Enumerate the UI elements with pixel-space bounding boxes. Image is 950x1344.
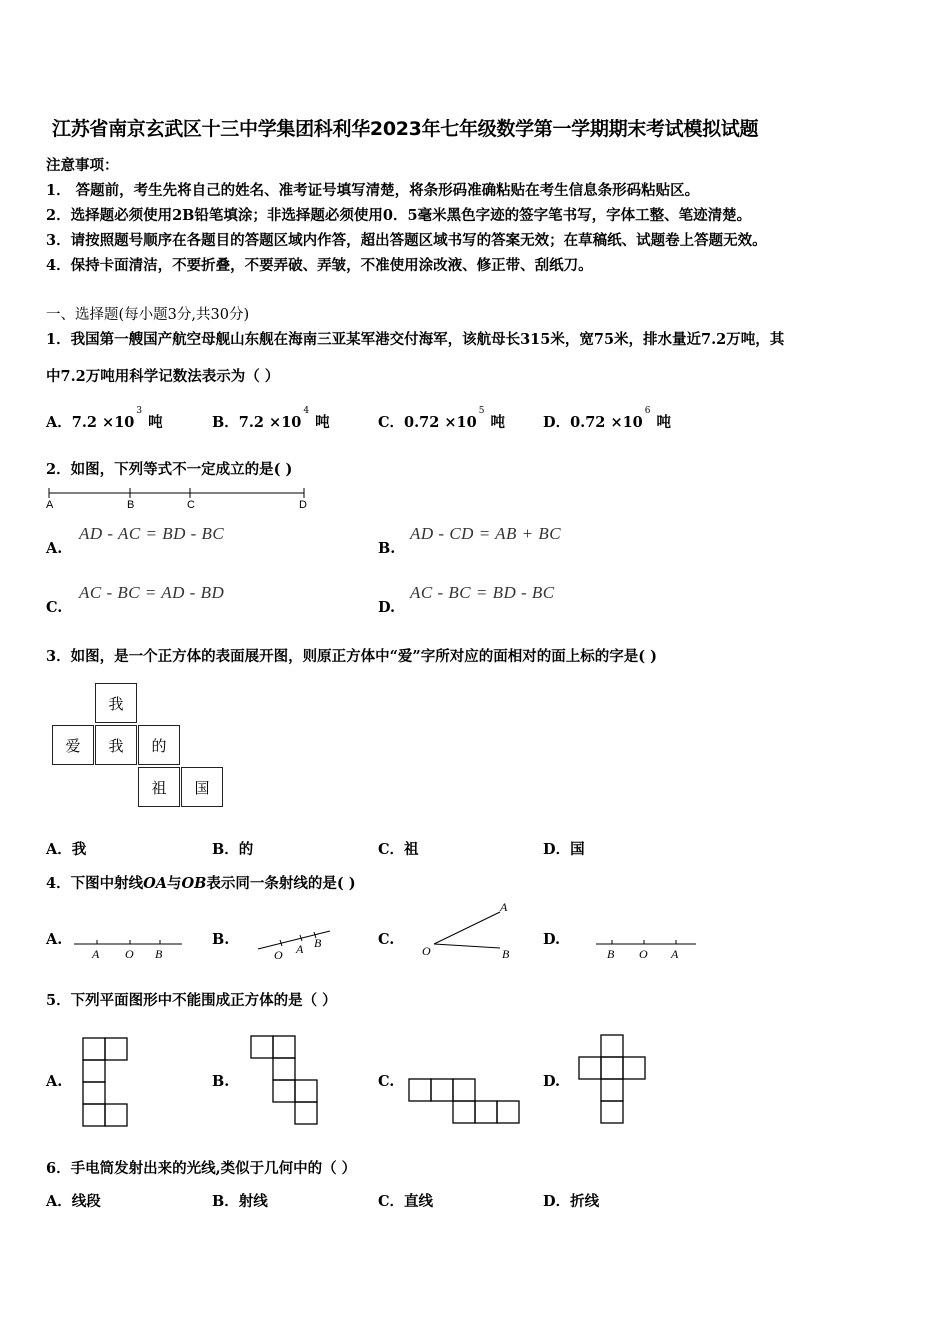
q1-option-d[interactable]: [543, 406, 672, 432]
option-label: B．: [212, 414, 239, 431]
q2-option-c-label[interactable]: C.: [46, 599, 63, 616]
option-text: 的: [238, 841, 254, 858]
q2-line-figure: [46, 486, 316, 516]
point-label: A: [671, 947, 679, 961]
q5-option-c-label[interactable]: C.: [378, 1073, 395, 1090]
option-unit: 吨: [490, 414, 505, 431]
q3-option-c[interactable]: [378, 838, 419, 859]
q5-figure-a: [82, 1037, 132, 1129]
q2-option-b-label[interactable]: B.: [378, 540, 396, 557]
page-title: 江苏省南京玄武区十三中学集团科利华2023年七年级数学第一学期期末考试模拟试题: [52, 118, 759, 140]
option-exponent: 6: [644, 406, 651, 417]
option-label: B．: [212, 1193, 239, 1210]
net-cell-de: 的: [138, 725, 180, 765]
q2-point-b: B: [127, 499, 135, 511]
q1-stem-line1: 1．我国第一艘国产航空母舰山东舰在海南三亚某军港交付海军，该航母长315米，宽75米，排水量近7.2万吨，其: [46, 331, 785, 348]
notice-item-2: 2．选择题必须使用2B铅笔填涂；非选择题必须使用0．5毫米黑色字迹的签字笔书写，字体工整、笔迹清楚。: [46, 207, 752, 224]
q6-option-c[interactable]: [378, 1190, 433, 1211]
q6-stem: 6．手电筒发射出来的光线,类似于几何中的（ ）: [46, 1160, 357, 1177]
q5-option-d-label[interactable]: D.: [543, 1073, 561, 1090]
q1-option-a[interactable]: [46, 406, 163, 432]
option-label: C．: [378, 841, 405, 858]
net-cell-guo: 国: [181, 767, 223, 807]
option-label: A．: [46, 1193, 72, 1210]
q4-stem-part: 4．下图中射线: [46, 875, 144, 892]
point-label: A: [500, 900, 508, 914]
q1-stem-line2: 中7.2万吨用科学记数法表示为（ ）: [46, 368, 280, 385]
notice-item-1: 1． 答题前，考生先将自己的姓名、准考证号填写清楚，将条形码准确粘贴在考生信息条形码粘贴区。: [46, 182, 700, 199]
q2-option-d-label[interactable]: D.: [378, 599, 396, 616]
point-label: O: [422, 944, 431, 958]
q5-option-a-label[interactable]: A.: [46, 1073, 63, 1090]
option-exponent: 5: [478, 406, 485, 417]
option-text: 祖: [404, 841, 419, 858]
q2-option-a-label[interactable]: A.: [46, 540, 63, 557]
notice-heading: 注意事项：: [46, 157, 119, 174]
option-label: C．: [378, 414, 405, 431]
q5-figure-b: [250, 1035, 322, 1127]
q2-point-d: D: [299, 499, 307, 511]
point-label: O: [274, 948, 283, 962]
q4-figure-b: [256, 925, 336, 961]
q4-stem-part: 表示同一条射线的是( ): [206, 875, 356, 892]
net-cell-top: 我: [95, 683, 137, 723]
point-label: B: [502, 947, 510, 961]
option-exponent: 3: [136, 406, 143, 417]
q3-option-d[interactable]: [543, 838, 585, 859]
option-unit: 吨: [315, 414, 330, 431]
q5-option-b-label[interactable]: B.: [212, 1073, 230, 1090]
option-exponent: 4: [303, 406, 310, 417]
q4-option-a-label[interactable]: A.: [46, 931, 63, 948]
q2-option-b-formula: AD - CD = AB + BC: [410, 524, 562, 543]
q4-ray-oa: OA: [143, 875, 167, 892]
q4-stem-part: 与: [166, 875, 182, 892]
option-value: 7.2 ×10: [238, 414, 302, 431]
option-label: D．: [543, 1193, 571, 1210]
option-text: 国: [570, 841, 585, 858]
option-label: A．: [46, 414, 72, 431]
option-value: 7.2 ×10: [71, 414, 135, 431]
net-cell-love: 爱: [52, 725, 94, 765]
q6-option-d[interactable]: [543, 1190, 599, 1211]
q5-figure-c: [408, 1078, 526, 1126]
q4-option-c-label[interactable]: C.: [378, 931, 395, 948]
q1-option-b[interactable]: [212, 406, 330, 432]
option-label: C．: [378, 1193, 405, 1210]
q1-option-c[interactable]: [378, 406, 505, 432]
section-heading: 一、选择题(每小题3分,共30分): [46, 307, 250, 323]
q6-option-a[interactable]: [46, 1190, 101, 1211]
q3-option-a[interactable]: [46, 838, 86, 859]
q2-point-a: A: [46, 499, 54, 511]
q4-figure-d: [596, 930, 700, 960]
q4-figure-c: [420, 898, 520, 962]
q6-option-b[interactable]: [212, 1190, 268, 1211]
point-label: B: [155, 947, 163, 961]
option-label: D．: [543, 414, 571, 431]
q4-option-d-label[interactable]: D.: [543, 931, 561, 948]
q2-stem: 2．如图，下列等式不一定成立的是( ): [46, 461, 293, 478]
point-label: B: [607, 947, 615, 961]
point-label: A: [92, 947, 100, 961]
point-label: O: [125, 947, 134, 961]
q4-option-b-label[interactable]: B.: [212, 931, 230, 948]
q4-ray-ob: OB: [181, 875, 207, 892]
option-text: 我: [71, 841, 87, 858]
q2-option-a-formula: AD - AC = BD - BC: [79, 524, 225, 543]
point-label: B: [314, 936, 322, 950]
q2-option-d-formula: AC - BC = BD - BC: [410, 583, 555, 602]
notice-item-3: 3．请按照题号顺序在各题目的答题区域内作答，超出答题区域书写的答案无效；在草稿纸、试题卷上答题无效。: [46, 232, 767, 249]
net-cell-middle: 我: [95, 725, 137, 765]
q3-option-b[interactable]: [212, 838, 253, 859]
q4-stem: [46, 872, 356, 893]
q5-stem: 5．下列平面图形中不能围成正方体的是（ ）: [46, 992, 337, 1009]
point-label: O: [639, 947, 648, 961]
q4-figure-a: [74, 930, 184, 960]
option-label: A．: [46, 841, 72, 858]
q2-point-c: C: [187, 499, 195, 511]
q2-option-c-formula: AC - BC = AD - BD: [79, 583, 225, 602]
option-text: 折线: [570, 1193, 600, 1210]
point-label: A: [296, 942, 304, 956]
option-label: B．: [212, 841, 239, 858]
option-value: 0.72 ×10: [404, 414, 477, 431]
option-value: 0.72 ×10: [570, 414, 643, 431]
q5-figure-d: [578, 1034, 650, 1126]
net-cell-zu: 祖: [138, 767, 180, 807]
option-label: D．: [543, 841, 571, 858]
option-text: 射线: [238, 1193, 268, 1210]
option-unit: 吨: [656, 414, 672, 431]
option-text: 线段: [71, 1193, 101, 1210]
notice-item-4: 4．保持卡面清洁，不要折叠，不要弄破、弄皱，不准使用涂改液、修正带、刮纸刀。: [46, 257, 593, 274]
option-text: 直线: [404, 1193, 434, 1210]
option-unit: 吨: [148, 414, 163, 431]
q3-stem: 3．如图，是一个正方体的表面展开图，则原正方体中“爱”字所对应的面相对的面上标的字是( ): [46, 648, 658, 665]
